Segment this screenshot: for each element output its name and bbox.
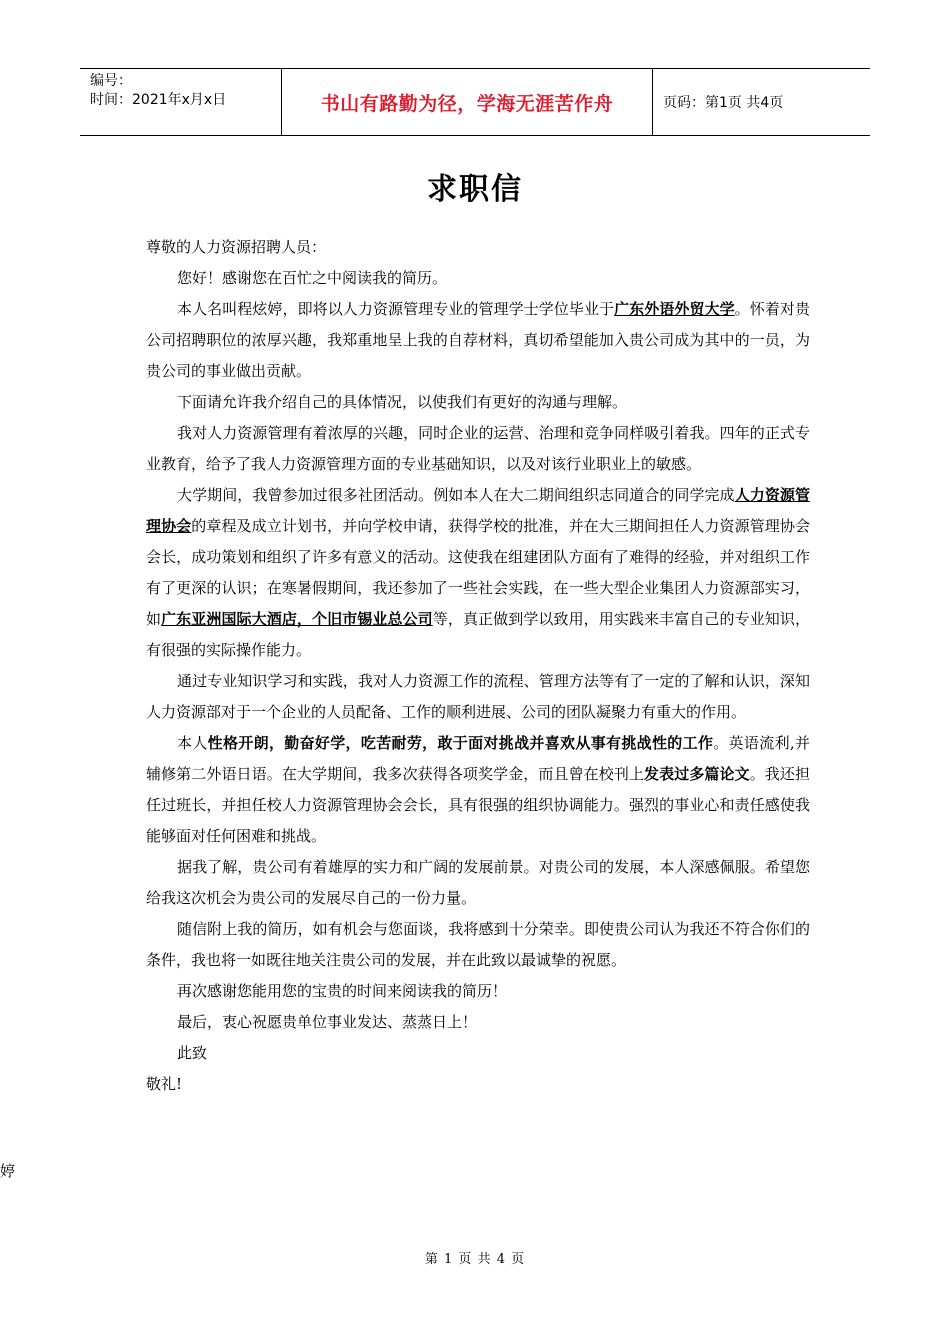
papers-highlight: 发表过多篇论文 <box>644 765 750 783</box>
paragraph-thanks: 再次感谢您能用您的宝贵的时间来阅读我的简历！ <box>177 982 508 1000</box>
page-footer: 第 1 页 共 4 页 <box>424 1252 526 1267</box>
paragraph-wishes: 最后，衷心祝愿贵单位事业发达、蒸蒸日上！ <box>177 1013 478 1031</box>
header-meta <box>80 69 282 135</box>
paragraph-personality-text-b: 。英语流利,并辅修第二外语日语。在大学期间，我多次获得各项奖学金，而且曾在校刊上 <box>146 734 810 783</box>
paragraph-personality <box>146 728 810 852</box>
closing-line-2: 敬礼! <box>146 1075 183 1093</box>
paragraph-activities-text-b: 的章程及成立计划书，并向学校申请，获得学校的批准，并在大三期间担任人力资源管理协会会长，成功策划和组织了许多有意义的活动。这使我在组建团队方面有了难得的经验，并对组织工作有了更深的认识；在寒暑假期间，我还参加了一些社会实践，在一些大型企业集团人力资源部实习，如 <box>146 517 810 628</box>
document-time-label: 时间：2021年x月x日 <box>90 92 227 108</box>
paragraph-knowledge: 通过专业知识学习和实践，我对人力资源工作的流程、管理方法等有了一定的了解和认识，深知人力资源部对于一个企业的人员配备、工作的顺利进展、公司的团队凝聚力有重大的作用。 <box>146 672 810 721</box>
paragraph-company: 据我了解，贵公司有着雄厚的实力和广阔的发展前景。对贵公司的发展，本人深感佩服。希望您给我这次机会为贵公司的发展尽自己的一份力量。 <box>146 858 810 907</box>
document-title: 求职信 <box>427 172 523 207</box>
signature: 婷 <box>0 1162 16 1180</box>
paragraph-transition: 下面请允许我介绍自己的具体情况，以使我们有更好的沟通与理解。 <box>177 393 628 411</box>
closing-line-1: 此致 <box>177 1044 208 1062</box>
paragraph-activities <box>146 480 810 666</box>
letter-body <box>146 232 810 1100</box>
header-motto: 书山有路勤为径，学海无涯苦作舟 <box>282 69 653 135</box>
paragraph-interest: 我对人力资源管理有着浓厚的兴趣，同时企业的运营、治理和竞争同样吸引着我。四年的正式专业教育，给予了我人力资源管理方面的专业基础知识，以及对该行业职业上的敏感。 <box>146 424 810 473</box>
header-table <box>80 68 870 136</box>
internship-companies-link[interactable]: 广东亚洲国际大酒店，个旧市锡业总公司 <box>161 610 433 628</box>
paragraph-activities-text-c: 等，真正做到学以致用，用实践来丰富自己的专业知识，有很强的实际操作能力。 <box>146 610 810 659</box>
university-link[interactable]: 广东外语外贸大学 <box>614 300 735 318</box>
paragraph-personality-text-a: 本人 <box>177 734 208 752</box>
salutation: 尊敬的人力资源招聘人员： <box>146 238 327 256</box>
paragraph-resume: 随信附上我的简历，如有机会与您面谈，我将感到十分荣幸。即使贵公司认为我还不符合你们的条件，我也将一如既往地关注贵公司的发展，并在此致以最诚挚的祝愿。 <box>146 920 810 969</box>
paragraph-intro-text-a: 本人名叫程炫婷，即将以人力资源管理专业的管理学士学位毕业于 <box>177 300 615 318</box>
paragraph-personality-text-c: 。我还担任过班长，并担任校人力资源管理协会会长，具有很强的组织协调能力。强烈的事业心和责任感使我能够面对任何困难和挑战。 <box>146 765 810 845</box>
paragraph-greeting: 您好！感谢您在百忙之中阅读我的简历。 <box>177 269 448 287</box>
document-number-label: 编号： <box>90 73 132 89</box>
paragraph-intro-text-b: 。怀着对贵公司招聘职位的浓厚兴趣，我郑重地呈上我的自荐材料，真切希望能加入贵公司成为其中的一员，为贵公司的事业做出贡献。 <box>146 300 810 380</box>
header-page-info: 页码：第1页 共4页 <box>663 95 784 111</box>
personality-highlight: 性格开朗，勤奋好学，吃苦耐劳，敢于面对挑战并喜欢从事有挑战性的工作 <box>207 734 714 752</box>
paragraph-intro <box>146 294 810 387</box>
association-link[interactable]: 人力资源管理协会 <box>146 486 810 535</box>
paragraph-activities-text-a: 大学期间，我曾参加过很多社团活动。例如本人在大二期间组织志同道合的同学完成 <box>177 486 735 504</box>
